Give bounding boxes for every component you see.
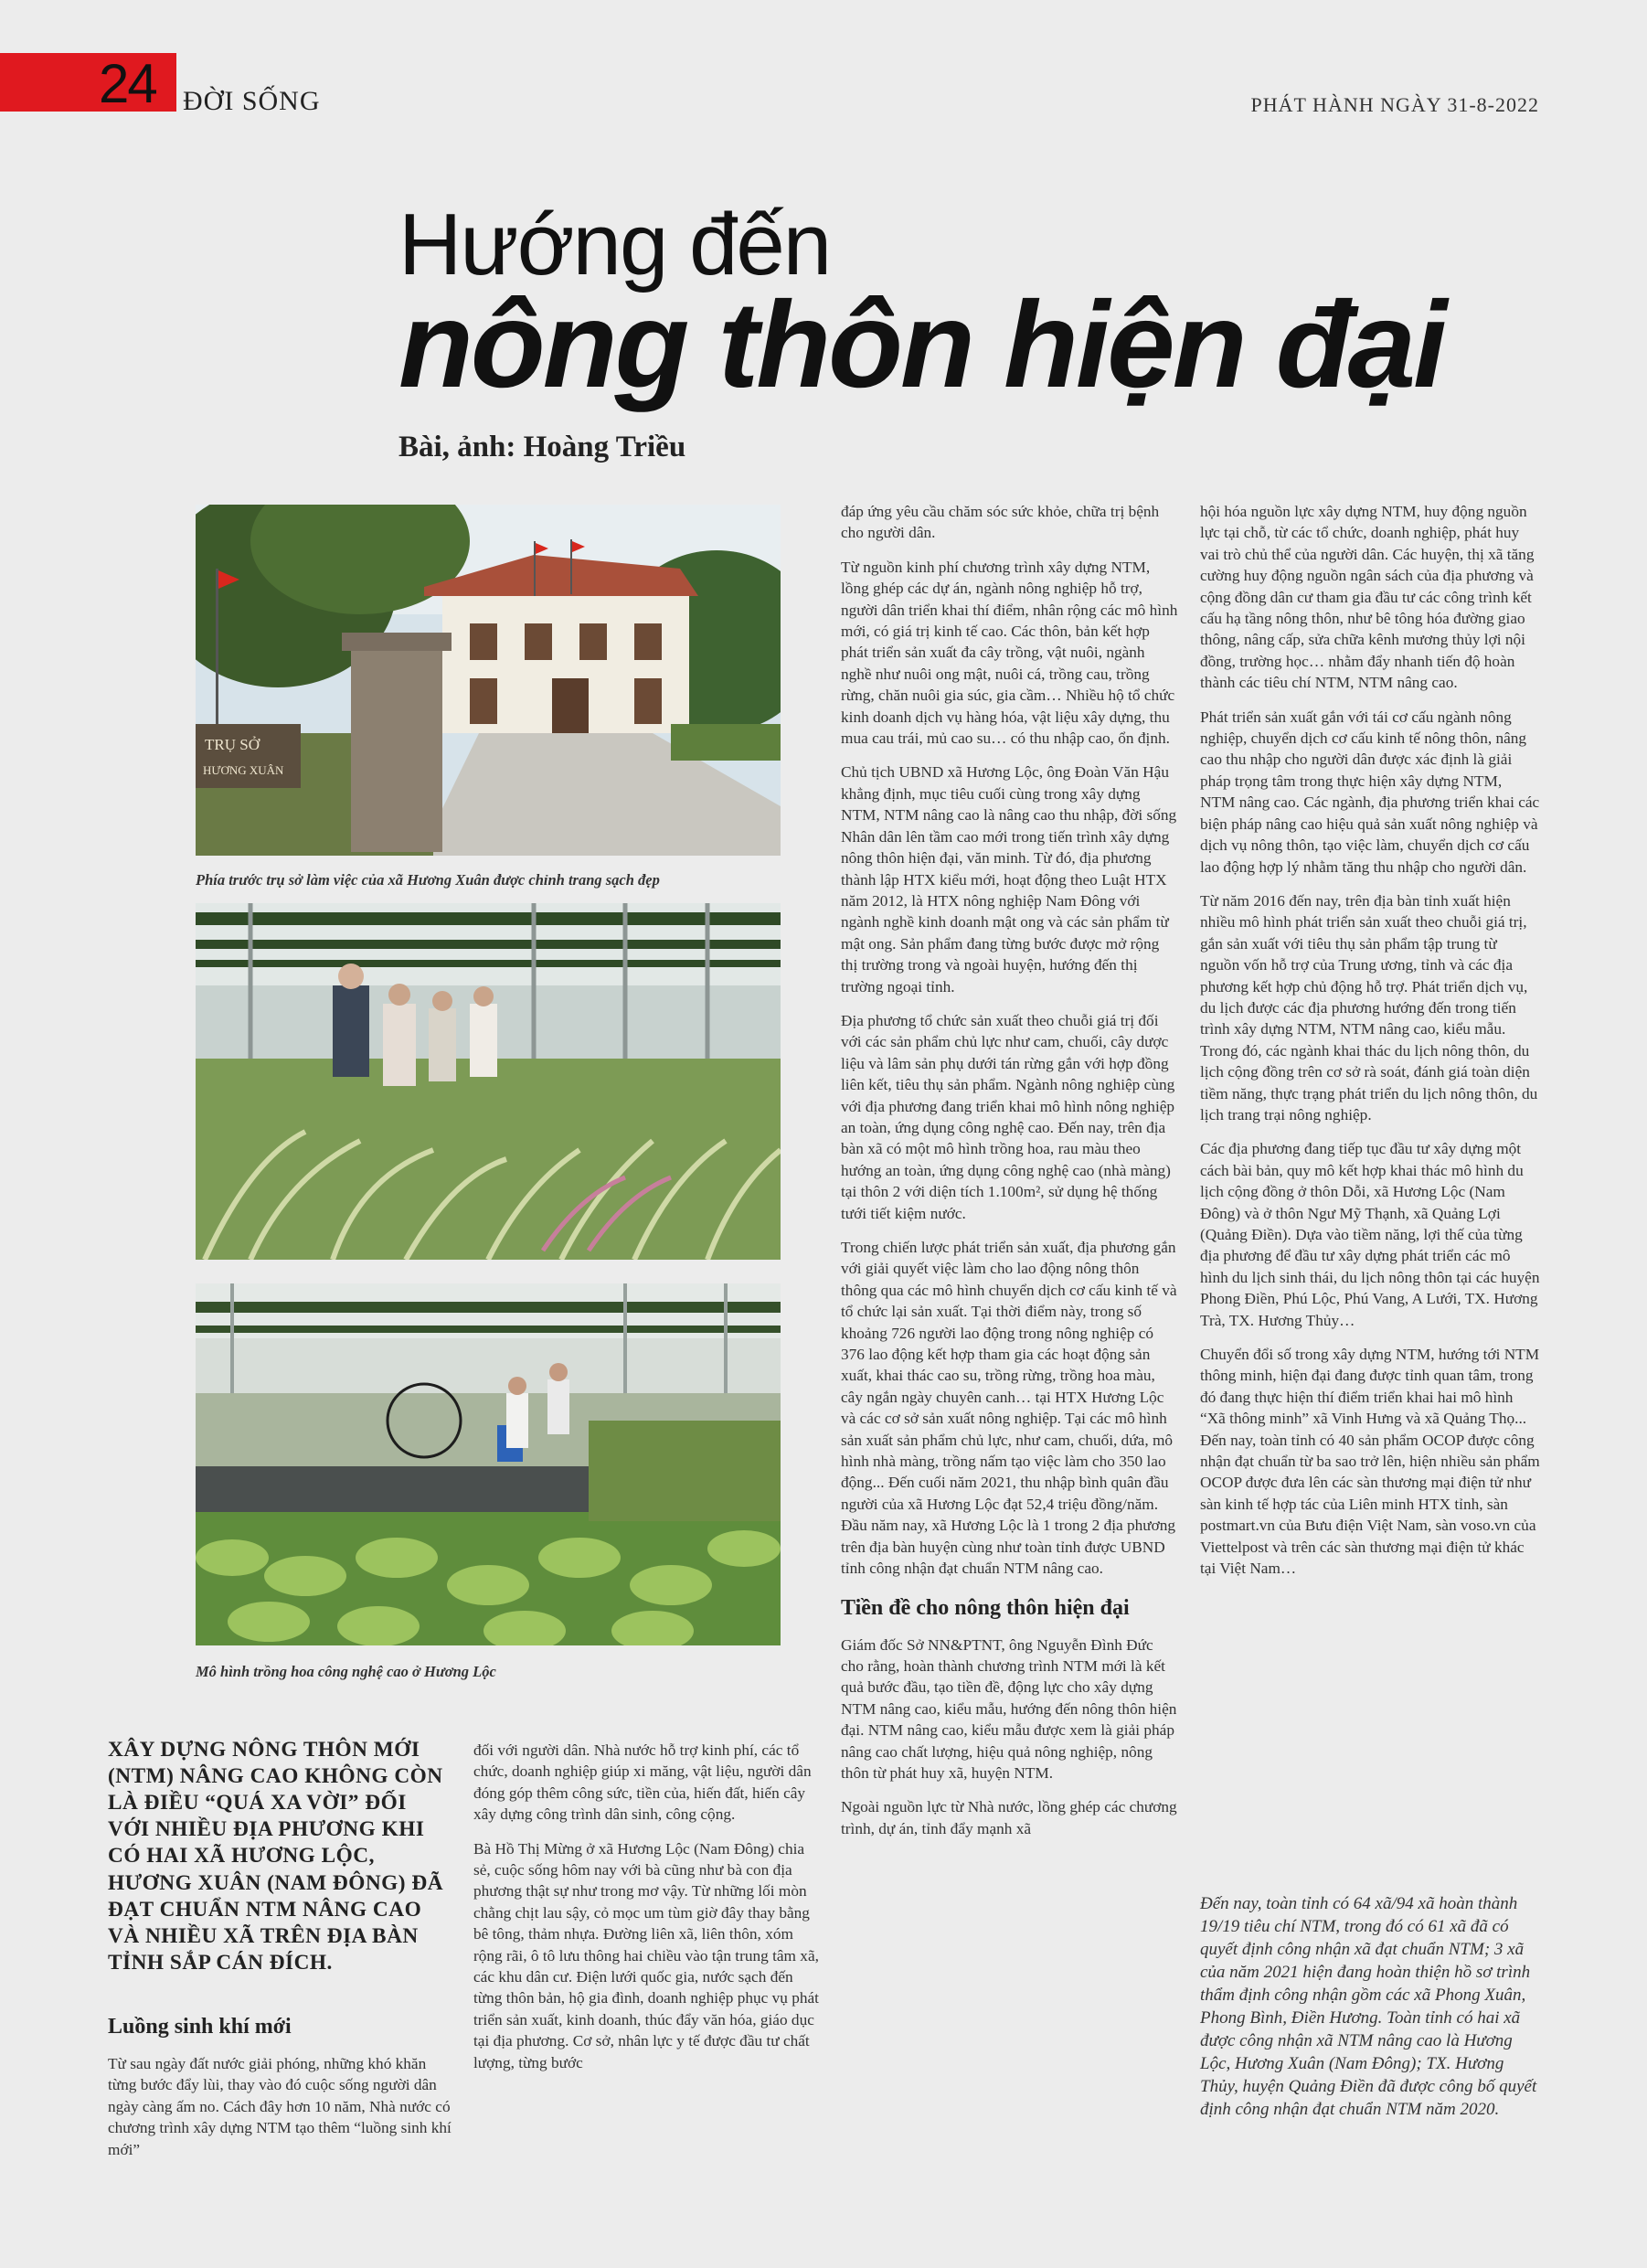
paragraph: Chủ tịch UBND xã Hương Lộc, ông Đoàn Văn Hậu khẳng định, mục tiêu cuối cùng trong xây dựng NTM, NTM nâng cao là nâng cao thu nhập, đời sống Nhân dân lên tầm cao mới trong tiến trình xây dựng nông thôn hiện đại, văn minh. Từ đó, địa phương thành lập HTX kiểu mới, hoạt động theo Luật HTX năm 2012, là HTX nông nghiệp Nam Đông với ngành nghề kinh doanh mật ong và các sản phẩm từ mật ong. Sản phẩm đang từng bước được mở rộng thị trường trong và ngoài huyện, hướng đến thị trường ngoại tỉnh. [841,763,1177,996]
paragraph: đối với người dân. Nhà nước hỗ trợ kinh phí, các tổ chức, doanh nghiệp giúp xi măng, vật liệu, người dân đóng góp thêm công sức, tiền của, hiến đất, hiến cây xây dựng công trình dân sinh, công cộng. [473,1741,812,1824]
paragraph: Chuyển đổi số trong xây dựng NTM, hướng tới NTM thông minh, hiện đại đang được tỉnh quan tâm, trong đó đang thực hiện thí điểm triển khai hai mô hình “Xã thông minh” xã Vinh Hưng và xã Quảng Thọ... Đến nay, toàn tỉnh có 40 sản phẩm OCOP được công nhận đạt chuẩn từ ba sao trở lên, hiện nhiều sản phẩm OCOP được đưa lên các sàn thương mại điện tử như sàn kinh tế hợp tác của Liên minh HTX tỉnh, sàn postmart.vn của Bưu điện Việt Nam, sàn voso.vn của Viettelpost và trên các sàn thương mại điện tử khác tại Việt Nam… [1200,1346,1540,1578]
paragraph: Các địa phương đang tiếp tục đầu tư xây dựng một cách bài bản, quy mô kết hợp khai thác mô hình du lịch cộng đồng ở thôn Dỗi, xã Hương Lộc (Nam Đông) và ở thôn Ngư Mỹ Thạnh, xã Quảng Lợi (Quảng Điền). Dựa vào tiềm năng, lợi thế của từng địa phương để đầu tư xây dựng phát triển các mô hình du lịch sinh thái, du lịch nông thôn tại các huyện Phong Điền, Phú Lộc, Phú Vang, A Lưới, TX. Hương Trà, TX. Hương Thủy… [1200,1140,1540,1329]
paragraph: Địa phương tổ chức sản xuất theo chuỗi giá trị đối với các sản phẩm chủ lực như cam, chuối, cây dược liệu và lâm sản phụ dưới tán rừng gắn với hợp đồng liên kết, tiêu thụ sản phẩm. Ngành nông nghiệp cùng với địa phương đang triển khai mô hình nông nghiệp an toàn, ứng dụng công nghệ cao. Đến nay, trên địa bàn xã có một mô hình trồng hoa, rau màu theo hướng an toàn, ứng dụng công nghệ cao (nhà màng) tại thôn 2 với diện tích 1.100m², sử dụng hệ thống tưới tiết kiệm nước. [841,1011,1175,1222]
paragraph: Từ năm 2016 đến nay, trên địa bàn tỉnh xuất hiện nhiều mô hình phát triển sản xuất theo chuỗi giá trị, gắn sản xuất với tiêu thụ sản phẩm tập trung từ nguồn vốn hỗ trợ của Trung ương, tỉnh và các địa phương kết hợp chủ động hỗ trợ. Phát triển dịch vụ, du lịch được các địa phương hướng đến trong tiến trình xây dựng NTM, NTM nâng cao, kiểu mẫu. Trong đó, các ngành khai thác du lịch nông thôn, du lịch cộng đồng trên cơ sở rà soát, đánh giá toàn diện tiềm năng, thực trạng phát triển du lịch nông thôn, du lịch trang trại nông nghiệp. [1200,891,1538,1123]
page-number: 24 [99,53,156,114]
paragraph: hội hóa nguồn lực xây dựng NTM, huy động nguồn lực tại chỗ, từ các tổ chức, doanh nghiệp, phát huy vai trò chủ thể của người dân. Các huyện, thị xã tăng cường huy động nguồn ngân sách của địa phương và cộng đồng dân cư tham gia đầu tư các công trình kết cấu hạ tầng nông thôn, như bê tông hóa đường giao thông, nâng cấp, sửa chữa kênh mương thủy lợi nội đồng, trường học… nhằm đẩy nhanh tiến độ hoàn thành các tiêu chí NTM, NTM nâng cao. [1200,503,1535,692]
office-sign-line2: HƯƠNG XUÂN [203,763,284,777]
paragraph: Từ nguồn kinh phí chương trình xây dựng NTM, lồng ghép các dự án, ngành nông nghiệp hỗ trợ, người dân triển khai thí điểm, nhân rộng các mô hình mới, có giá trị kinh tế cao. Các thôn, bản kết hợp phát triển sản xuất đa cây trồng, vật nuôi, ngành nghề như nuôi ong mật, nuôi cá, trồng cau, trồng rừng, chăn nuôi gia súc, gia cầm… Nhiều hộ tổ chức kinh doanh dịch vụ hàng hóa, vật liệu xây dựng, thu mua cau trái, mủ cao su… có thu nhập cao, ổn định. [841,558,1178,748]
paragraph: Ngoài nguồn lực từ Nhà nước, lồng ghép các chương trình, dự án, tỉnh đẩy mạnh xã [841,1798,1177,1837]
office-sign-line1: TRỤ SỞ [205,736,260,753]
article-column-4 [1200,501,1540,1592]
paragraph: Trong chiến lược phát triển sản xuất, địa phương gắn với giải quyết việc làm cho lao động nông thôn thông qua các mô hình chuyển dịch cơ cấu kinh tế và tổ chức lại sản xuất. Tại thời điểm này, trong số khoảng 726 người lao động trong nông nghiệp có 376 lao động kết hợp tham gia các hoạt động sản xuất, khai thác cao su, trồng rừng, trồng hoa màu, cây ngắn ngày chuyên canh… tại HTX Hương Lộc và các cơ sở sản xuất nông nghiệp. Tại các mô hình sản xuất sản phẩm chủ lực, như cam, chuối, dứa, mô hình nhà màng, trồng nấm tạo việc làm cho 350 lao động... Đến cuối năm 2021, thu nhập bình quân đầu người của xã Hương Lộc đạt 52,4 triệu đồng/năm. Đầu năm nay, xã Hương Lộc là 1 trong 2 địa phương trên địa bàn huyện cùng như toàn tỉnh được UBND tỉnh công nhận đạt chuẩn NTM nâng cao. [841,1239,1177,1578]
photo-greenhouse-visit [196,903,781,1260]
subhead-tien-de: Tiền đề cho nông thôn hiện đại [841,1595,1130,1620]
article-title-line1: Hướng đến [398,196,831,293]
paragraph: Bà Hồ Thị Mừng ở xã Hương Lộc (Nam Đông) chia sẻ, cuộc sống hôm nay với bà cũng như bà con địa phương thật sự như trong mơ vậy. Từ những lối mòn chằng chịt lau sậy, cỏ mọc um tùm giờ đây thay bằng bê tông, thảm nhựa. Đường liên xã, liên thôn, xóm rộng rãi, ô tô lưu thông hai chiều vào tận trung tâm xã, các khu dân cư. Điện lưới quốc gia, nước sạch đến từng thôn bản, hộ gia đình, doanh nghiệp phục vụ phát triển sản xuất, kinh doanh, thúc đẩy văn hóa, giáo dục tại địa phương. Cơ sở, nhân lực y tế được đầu tư chất lượng, từng bước [473,1839,819,2071]
article-lead: XÂY DỰNG NÔNG THÔN MỚI (NTM) NÂNG CAO KHÔNG CÒN LÀ ĐIỀU “QUÁ XA VỜI” ĐỐI VỚI NHIỀU ĐỊA PHƯƠNG KHI CÓ HAI XÃ HƯƠNG LỘC, HƯƠNG XUÂN (NAM ĐÔNG) ĐÃ ĐẠT CHUẨN NTM NÂNG CAO VÀ NHIỀU XÃ TRÊN ĐỊA BÀN TỈNH SẮP CÁN ĐÍCH. [108,1738,444,1975]
section-name: ĐỜI SỐNG [183,86,321,116]
article-column-3 [841,501,1179,1852]
paragraph: Phát triển sản xuất gắn với tái cơ cấu ngành nông nghiệp, chuyển dịch cơ cấu kinh tế nông thôn, nâng cao thu nhập cho người dân được xác định là giải pháp trọng tâm trong thực hiện xây dựng NTM, NTM nâng cao. Các ngành, địa phương triển khai các biện pháp nâng cao hiệu quả sản xuất nông nghiệp và dịch vụ nông thôn, tạo việc làm, chuyển dịch cơ cấu lao động hợp lý nhằm tăng thu nhập cho người dân. [1200,708,1540,876]
article-column-2 [473,1740,819,2086]
paragraph: Từ sau ngày đất nước giải phóng, những khó khăn từng bước đẩy lùi, thay vào đó cuộc sống người dân ngày càng ấm no. Cách đây hơn 10 năm, Nhà nước có chương trình xây dựng NTM tạo thêm “luồng sinh khí mới” [108,2054,452,2158]
subhead-luong-sinh-khi-moi: Luồng sinh khí mới [108,2014,292,2039]
photo-caption-2: Mô hình trồng hoa công nghệ cao ở Hương Lộc [196,1663,496,1680]
article-byline: Bài, ảnh: Hoàng Triều [398,431,686,463]
paragraph: đáp ứng yêu cầu chăm sóc sức khỏe, chữa trị bệnh cho người dân. [841,503,1160,542]
paragraph: Giám đốc Sở NN&PTNT, ông Nguyễn Đình Đức cho rằng, hoàn thành chương trình NTM mới là kết quả bước đầu, tạo tiền đề, động lực cho xây dựng NTM nâng cao, kiểu mẫu, hướng đến nông thôn hiện đại. NTM nâng cao, kiểu mẫu được xem là giải pháp nâng cao chất lượng, hiệu quả nông nghiệp, nông thôn từ phát huy xã, huyện NTM. [841,1635,1177,1782]
photo-caption-1: Phía trước trụ sở làm việc của xã Hương Xuân được chỉnh trang sạch đẹp [196,871,660,889]
photo-flower-model [196,1283,781,1645]
issue-date: PHÁT HÀNH NGÀY 31-8-2022 [1250,93,1539,116]
article-title-line2: nông thôn hiện đại [398,277,1445,413]
article-column-1 [108,1737,453,2173]
summary-note: Đến nay, toàn tỉnh có 64 xã/94 xã hoàn thành 19/19 tiêu chí NTM, trong đó có 61 xã đã có quyết định công nhận xã đạt chuẩn NTM; 3 xã của năm 2021 hiện đang hoàn thiện hồ sơ trình thẩm định công nhận gồm các xã Phong Xuân, Phong Bình, Điền Hương. Toàn tỉnh có hai xã được công nhận xã NTM nâng cao là Hương Lộc, Hương Xuân (Nam Đông); TX. Hương Thủy, huyện Quảng Điền đã được công bố quyết định công nhận đạt chuẩn NTM năm 2020. [1200,1894,1537,2119]
photo-office-building [196,505,781,856]
